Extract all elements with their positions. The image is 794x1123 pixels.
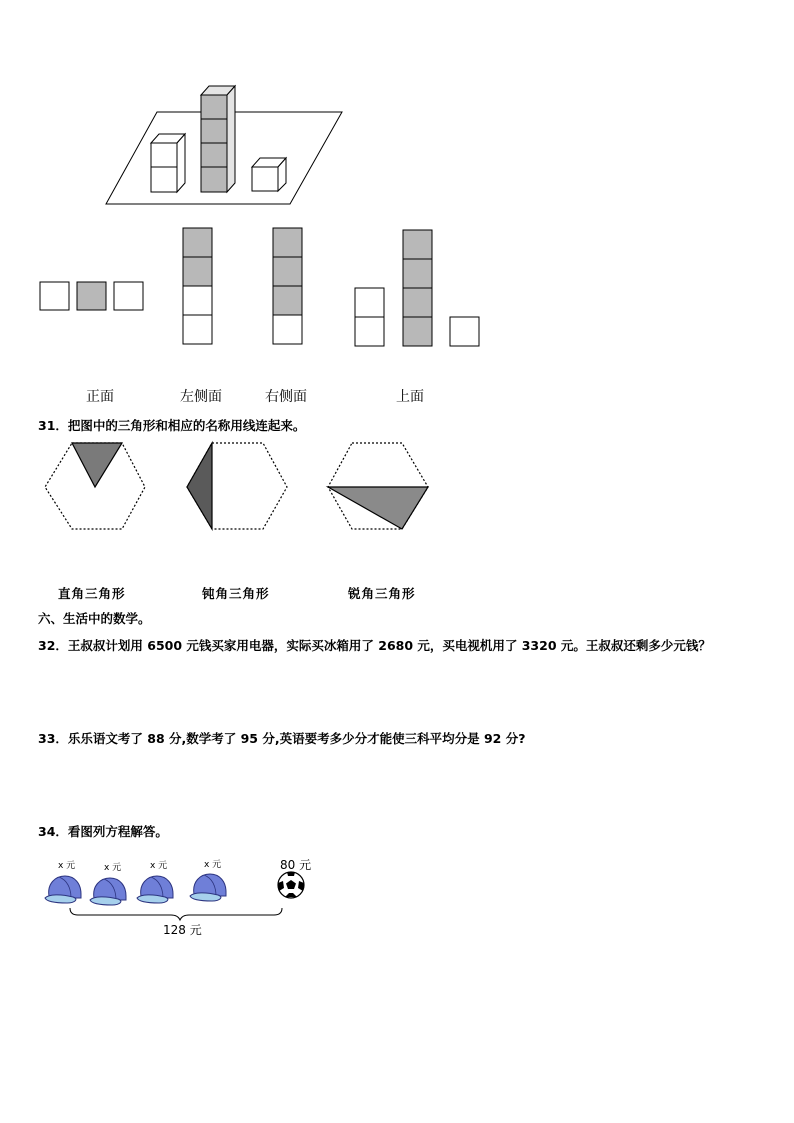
- soccer-ball-icon: [278, 872, 304, 898]
- left-view-label: 左侧面: [180, 389, 222, 405]
- cap-icon: [137, 876, 173, 903]
- cap-price-3: x 元: [150, 861, 168, 871]
- top-view-label: 上面: [396, 389, 424, 405]
- cap-icon: [90, 878, 126, 905]
- cap-price-1: x 元: [58, 861, 76, 871]
- question-31: 31．把图中的三角形和相应的名称用线连起来。: [38, 418, 306, 433]
- cap-icon: [190, 874, 226, 901]
- section-6-title: 六、生活中的数学。: [38, 611, 151, 626]
- total-price: 128 元: [163, 923, 202, 937]
- name-obtuse-triangle: 钝角三角形: [202, 586, 270, 601]
- right-view-label: 右侧面: [265, 389, 307, 405]
- front-view-label: 正面: [86, 389, 114, 405]
- question-34: 34．看图列方程解答。: [38, 824, 168, 839]
- name-acute-triangle: 锐角三角形: [348, 586, 416, 601]
- question-32: 32．王叔叔计划用 6500 元钱买家用电器，实际买冰箱用了 2680 元，买电视机用了 3320 元。王叔叔还剩多少元钱？: [38, 638, 711, 653]
- cap-icon: [45, 876, 81, 903]
- cap-price-4: x 元: [204, 860, 222, 870]
- cap-price-2: x 元: [104, 863, 122, 873]
- question-33: 33．乐乐语文考了 88 分,数学考了 95 分,英语要考多少分才能使三科平均分是 92 分?: [38, 731, 526, 746]
- ball-price: 80 元: [280, 858, 312, 872]
- name-right-triangle: 直角三角形: [58, 586, 126, 601]
